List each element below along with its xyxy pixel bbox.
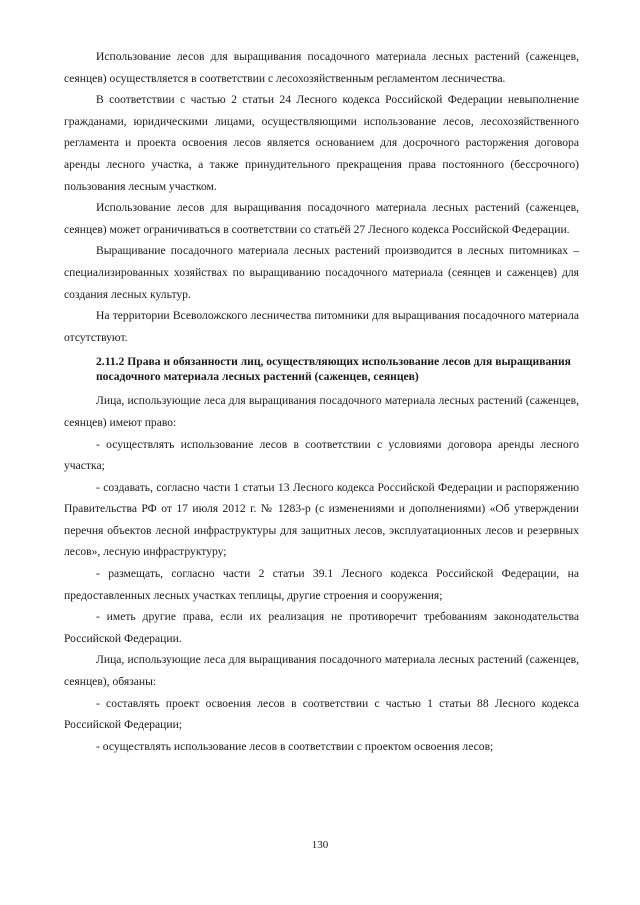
list-item-obligation-project: - составлять проект освоения лесов в соответствии с частью 1 статьи 88 Лесного кодекса Российской Федерации; [64,696,579,732]
list-item-right-other: - иметь другие права, если их реализация не противоречит требованиям законодательства Российской Федерации. [64,610,579,645]
paragraph-article-24: В соответствии с частью 2 статьи 24 Лесного кодекса Российской Федерации невыполнение гражданами, юридическими лицами, осуществляющими использование лесов, лесохозяйственного регламента и проекта освоения лесов является основанием для досрочного расторжения договора аренды лесного участка, а также принудительного прекращения права постоянного (бессрочного) пользования лесным участком. [64,93,579,193]
section-heading: 2.11.2 Права и обязанности лиц, осуществляющих использование лесов для выращивания посадочного материала лесных растений (саженцев, сеянцев) [96,355,571,384]
list-item-right-greenhouses: - размещать, согласно части 2 статьи 39.1 Лесного кодекса Российской Федерации, на предоставленных лесных участках теплицы, другие строения и сооружения; [64,567,579,602]
paragraph-nurseries: Выращивание посадочного материала лесных растений производится в лесных питомниках – специализированных хозяйствах по выращиванию посадочного материала (сеянцев и саженцев) для создания лесных культур. [64,244,579,301]
list-item-obligation-use: - осуществлять использование лесов в соответствии с проектом освоения лесов; [96,739,494,753]
paragraph-vsevolozhsk: На территории Всеволожского лесничества питомники для выращивания посадочного материала отсутствуют. [64,309,579,344]
paragraph-article-27: Использование лесов для выращивания посадочного материала лесных растений (саженцев, сеянцев) может ограничиваться в соответствии со статьёй 27 Лесного кодекса Российской Федерации. [64,201,579,236]
list-item-right-infrastructure: - создавать, согласно части 1 статьи 13 Лесного кодекса Российской Федерации и распоряжению Правительства РФ от 17 июля 2012 г. № 1283-р (с изменениями и дополнениями) «Об утверждении перечня объектов лесной инфраструктуры для защитных лесов, эксплуатационных лесов и резервных лесов», лесную инфраструктуру; [64,480,579,559]
paragraph-rights-intro: Лица, использующие леса для выращивания посадочного материала лесных растений (саженцев, сеянцев) имеют право: [64,394,579,429]
paragraph-obligations-intro: Лица, использующие леса для выращивания посадочного материала лесных растений (саженцев, сеянцев), обязаны: [64,653,579,689]
paragraph-usage-regulation: Использование лесов для выращивания посадочного материала лесных растений (саженцев, сеянцев) осуществляется в соответствии с лесохозяйственным регламентом лесничества. [64,50,579,85]
list-item-right-lease: - осуществлять использование лесов в соответствии с условиями договора аренды лесного участка; [64,437,579,473]
page-number: 130 [311,839,329,851]
document-body [64,46,579,757]
